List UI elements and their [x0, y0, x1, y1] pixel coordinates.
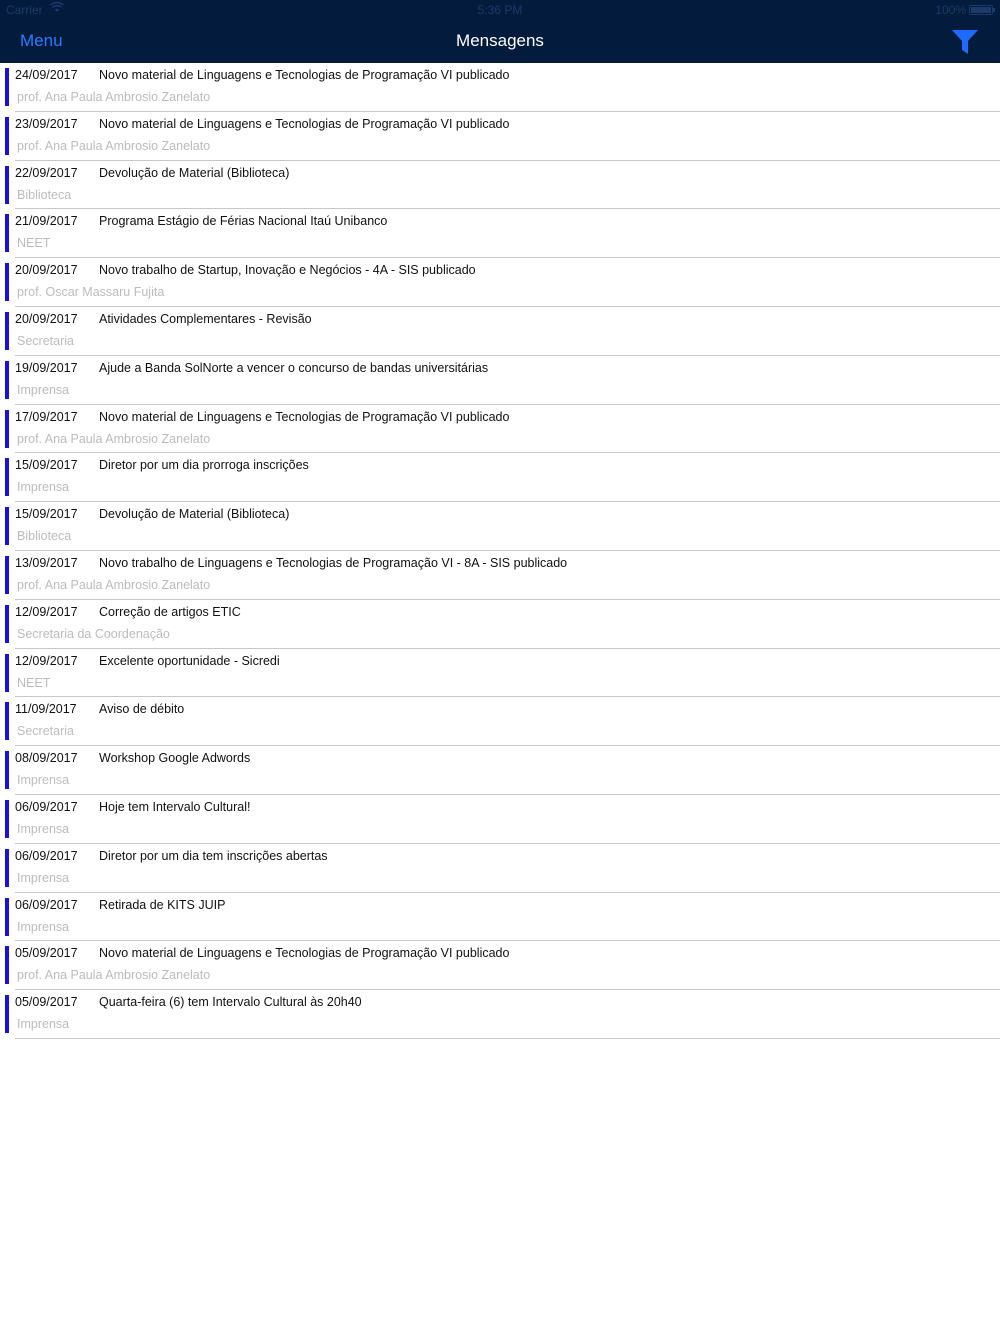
message-sender: prof. Ana Paula Ambrosio Zanelato [17, 431, 211, 446]
unread-marker [5, 702, 9, 740]
page-title: Mensagens [456, 31, 544, 50]
unread-marker [5, 800, 9, 838]
unread-marker [5, 410, 9, 448]
carrier-label: Carrier [6, 3, 43, 17]
message-date: 12/09/2017 [15, 653, 78, 668]
message-title: Retirada de KITS JUIP [99, 897, 226, 912]
message-row[interactable] [0, 746, 1000, 795]
message-sender: Biblioteca [17, 187, 72, 202]
message-row[interactable] [0, 209, 1000, 258]
battery-icon [969, 5, 993, 15]
message-row[interactable] [0, 990, 1000, 1039]
unread-marker [5, 214, 9, 252]
message-title: Novo material de Linguagens e Tecnologias de Programação VI publicado [99, 116, 510, 131]
message-title: Aviso de débito [99, 702, 185, 717]
message-sender: Imprensa [17, 821, 70, 836]
message-row[interactable] [0, 307, 1000, 356]
message-sender: Imprensa [17, 870, 70, 885]
navigation-header [0, 0, 1000, 63]
message-title: Novo trabalho de Startup, Inovação e Negócios - 4A - SIS publicado [99, 263, 476, 278]
message-row[interactable] [0, 795, 1000, 844]
message-title: Excelente oportunidade - Sicredi [99, 653, 280, 668]
message-title: Diretor por um dia prorroga inscrições [99, 458, 309, 473]
unread-marker [5, 556, 9, 594]
message-sender: Imprensa [17, 919, 70, 934]
unread-marker [5, 68, 9, 106]
message-title: Programa Estágio de Férias Nacional Itaú Unibanco [99, 214, 388, 229]
message-sender: Imprensa [17, 773, 70, 788]
message-date: 05/09/2017 [15, 946, 78, 961]
message-sender: prof. Ana Paula Ambrosio Zanelato [17, 90, 211, 104]
unread-marker [5, 605, 9, 643]
message-date: 12/09/2017 [15, 604, 78, 619]
message-title: Novo material de Linguagens e Tecnologias de Programação VI publicado [99, 409, 510, 424]
message-row[interactable] [0, 697, 1000, 746]
message-row[interactable] [0, 405, 1000, 454]
message-date: 20/09/2017 [15, 263, 78, 278]
unread-marker [5, 898, 9, 936]
message-sender: prof. Ana Paula Ambrosio Zanelato [17, 577, 211, 592]
unread-marker [5, 751, 9, 789]
message-row[interactable] [0, 356, 1000, 405]
unread-marker [5, 654, 9, 692]
message-row[interactable] [0, 453, 1000, 502]
message-row[interactable] [0, 893, 1000, 942]
message-row[interactable] [0, 600, 1000, 649]
unread-marker [5, 946, 9, 984]
message-date: 22/09/2017 [15, 165, 78, 180]
message-title: Hoje tem Intervalo Cultural! [99, 799, 251, 814]
message-date: 24/09/2017 [15, 68, 78, 82]
message-row[interactable] [0, 844, 1000, 893]
unread-marker [5, 995, 9, 1033]
message-sender: prof. Oscar Massaru Fujita [17, 285, 165, 300]
message-date: 20/09/2017 [15, 311, 78, 326]
message-date: 06/09/2017 [15, 799, 78, 814]
menu-button[interactable]: Menu [20, 31, 63, 50]
message-date: 15/09/2017 [15, 507, 78, 522]
message-sender: NEET [17, 675, 51, 690]
message-row[interactable] [0, 63, 1000, 112]
message-title: Ajude a Banda SolNorte a vencer o concurso de bandas universitárias [99, 360, 489, 375]
message-date: 19/09/2017 [15, 360, 78, 375]
message-list [0, 63, 1000, 1039]
message-date: 15/09/2017 [15, 458, 78, 473]
message-sender: Secretaria [17, 724, 74, 739]
message-sender: NEET [17, 236, 51, 251]
message-row[interactable] [0, 258, 1000, 307]
message-row[interactable] [0, 649, 1000, 698]
message-sender: Imprensa [17, 480, 70, 495]
message-sender: Imprensa [17, 1017, 70, 1032]
message-sender: Secretaria [17, 333, 74, 348]
message-title: Novo material de Linguagens e Tecnologias de Programação VI publicado [99, 68, 510, 82]
message-title: Workshop Google Adwords [99, 751, 251, 766]
message-title: Diretor por um dia tem inscrições abertas [99, 848, 328, 863]
message-title: Correção de artigos ETIC [99, 604, 241, 619]
message-date: 21/09/2017 [15, 214, 78, 229]
message-date: 05/09/2017 [15, 995, 78, 1010]
message-date: 06/09/2017 [15, 897, 78, 912]
message-date: 13/09/2017 [15, 555, 78, 570]
message-title: Devolução de Material (Biblioteca) [99, 165, 290, 180]
battery-percentage: 100% [935, 3, 966, 17]
row-divider [15, 1038, 1000, 1039]
message-sender: Imprensa [17, 382, 70, 397]
message-title: Devolução de Material (Biblioteca) [99, 507, 290, 522]
message-title: Novo trabalho de Linguagens e Tecnologias de Programação VI - 8A - SIS publicado [99, 555, 568, 570]
message-row[interactable] [0, 112, 1000, 161]
unread-marker [5, 458, 9, 496]
unread-marker [5, 849, 9, 887]
unread-marker [5, 117, 9, 155]
message-row[interactable] [0, 941, 1000, 990]
message-row[interactable] [0, 502, 1000, 551]
message-date: 11/09/2017 [15, 702, 77, 717]
message-sender: prof. Ana Paula Ambrosio Zanelato [17, 138, 211, 153]
message-date: 23/09/2017 [15, 116, 78, 131]
unread-marker [5, 507, 9, 545]
message-row[interactable] [0, 161, 1000, 210]
status-time: 5:36 PM [477, 3, 523, 17]
message-sender: Biblioteca [17, 529, 72, 544]
filter-icon[interactable] [950, 28, 980, 56]
message-sender: Secretaria da Coordenação [17, 626, 170, 641]
unread-marker [5, 263, 9, 301]
unread-marker [5, 361, 9, 399]
message-sender: prof. Ana Paula Ambrosio Zanelato [17, 968, 211, 983]
message-title: Novo material de Linguagens e Tecnologias de Programação VI publicado [99, 946, 510, 961]
message-row[interactable] [0, 551, 1000, 600]
unread-marker [5, 312, 9, 350]
message-title: Atividades Complementares - Revisão [99, 311, 312, 326]
status-bar [0, 0, 1000, 20]
message-date: 06/09/2017 [15, 848, 78, 863]
unread-marker [5, 166, 9, 204]
message-date: 17/09/2017 [15, 409, 78, 424]
message-date: 08/09/2017 [15, 751, 78, 766]
message-title: Quarta-feira (6) tem Intervalo Cultural às 20h40 [99, 995, 362, 1010]
